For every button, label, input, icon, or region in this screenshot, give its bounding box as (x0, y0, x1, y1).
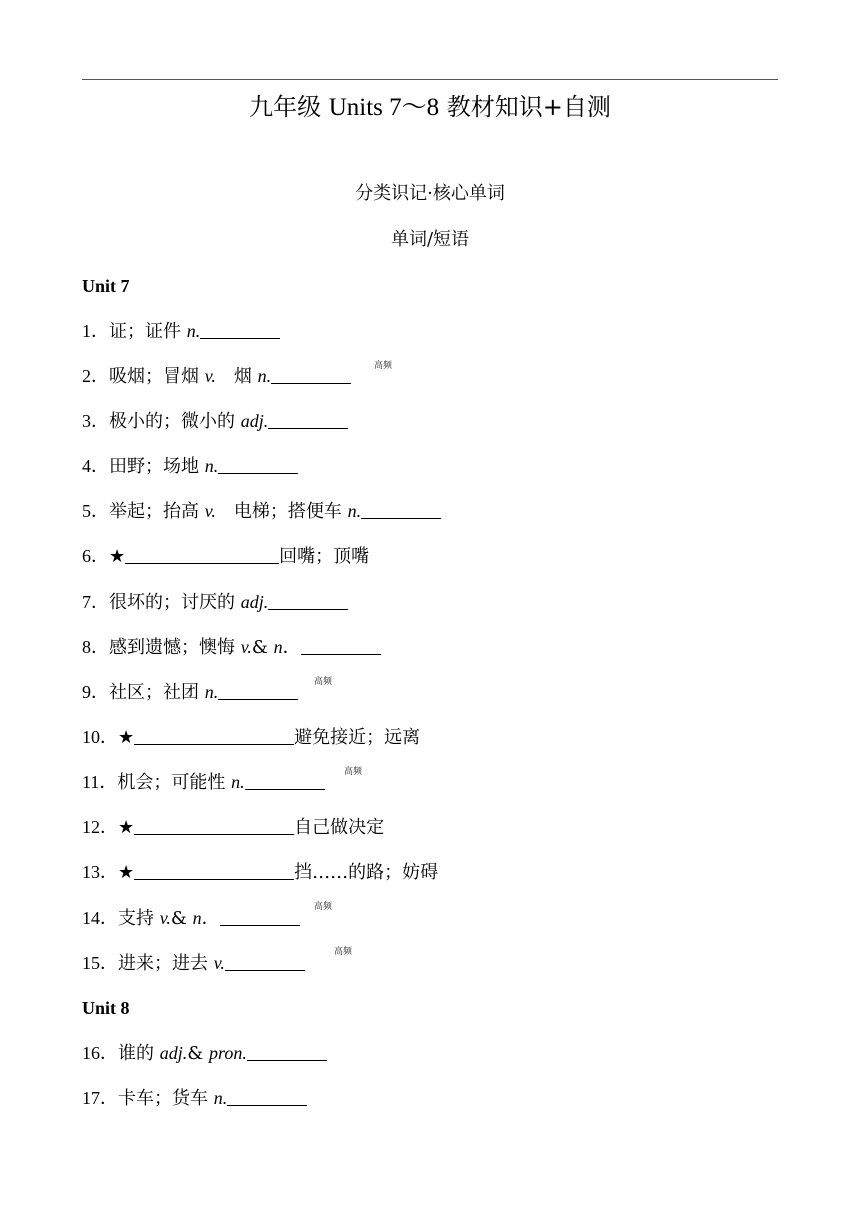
section-subheading: 单词/短语 (390, 229, 470, 250)
vocab-item-9: 9．社区；社团 n. (82, 680, 298, 705)
section-heading: 分类识记·核心单词 (355, 183, 505, 204)
answer-blank[interactable] (268, 591, 348, 610)
star-icon: ★ (118, 862, 135, 883)
vocab-item-3: 3．极小的；微小的 adj. (82, 409, 348, 434)
vocab-item-8: 8．感到遗憾；懊悔 v.& n． (82, 635, 381, 660)
vocab-item-2: 2．吸烟；冒烟 v. 烟 n. (82, 364, 351, 389)
answer-blank[interactable] (134, 816, 294, 835)
answer-blank[interactable] (134, 726, 294, 745)
answer-blank[interactable] (134, 861, 294, 880)
unit-8-heading: Unit 8 (82, 998, 130, 1018)
vocab-item-15: 15．进来；进去 v. (82, 951, 305, 976)
answer-blank[interactable] (200, 320, 280, 339)
answer-blank[interactable] (271, 365, 351, 384)
unit-7-heading: Unit 7 (82, 276, 130, 296)
frequency-tag: 高频 (334, 947, 353, 957)
frequency-tag: 高频 (314, 902, 333, 912)
star-icon: ★ (109, 546, 126, 567)
answer-blank[interactable] (245, 771, 325, 790)
title-suffix: 教材知识+自测 (446, 93, 611, 121)
title-grade: 九年级 (249, 93, 322, 121)
title-units: Units 7～8 (328, 94, 440, 121)
answer-blank[interactable] (227, 1087, 307, 1106)
answer-blank[interactable] (247, 1042, 327, 1061)
vocab-item-11: 11．机会；可能性 n. (82, 770, 325, 795)
vocab-item-4: 4．田野；场地 n. (82, 454, 298, 479)
vocab-item-17: 17．卡车；货车 n. (82, 1086, 307, 1111)
vocab-item-6: 6．★ 回嘴；顶嘴 (82, 546, 370, 567)
vocab-item-7: 7．很坏的；讨厌的 adj. (82, 590, 348, 615)
answer-blank[interactable] (218, 681, 298, 700)
answer-blank[interactable] (218, 455, 298, 474)
vocab-item-13: 13．★ 挡……的路；妨碍 (82, 862, 439, 883)
answer-blank[interactable] (268, 410, 348, 429)
answer-blank[interactable] (220, 907, 300, 926)
vocab-item-10: 10．★ 避免接近；远离 (82, 727, 421, 748)
answer-blank[interactable] (361, 500, 441, 519)
vocab-item-1: 1．证；证件 n. (82, 319, 280, 344)
frequency-tag: 高频 (374, 361, 393, 371)
frequency-tag: 高频 (314, 677, 333, 687)
answer-blank[interactable] (301, 636, 381, 655)
header-rule (82, 79, 778, 80)
answer-blank[interactable] (125, 545, 279, 564)
vocab-item-5: 5．举起；抬高 v. 电梯；搭便车 n. (82, 499, 441, 524)
frequency-tag: 高频 (344, 767, 363, 777)
vocab-item-14: 14．支持 v.& n． (82, 906, 300, 931)
star-icon: ★ (118, 817, 135, 838)
star-icon: ★ (118, 727, 135, 748)
vocab-item-16: 16．谁的 adj.& pron. (82, 1041, 327, 1066)
page-title (0, 90, 860, 125)
answer-blank[interactable] (225, 952, 305, 971)
vocab-item-12: 12．★ 自己做决定 (82, 817, 385, 838)
